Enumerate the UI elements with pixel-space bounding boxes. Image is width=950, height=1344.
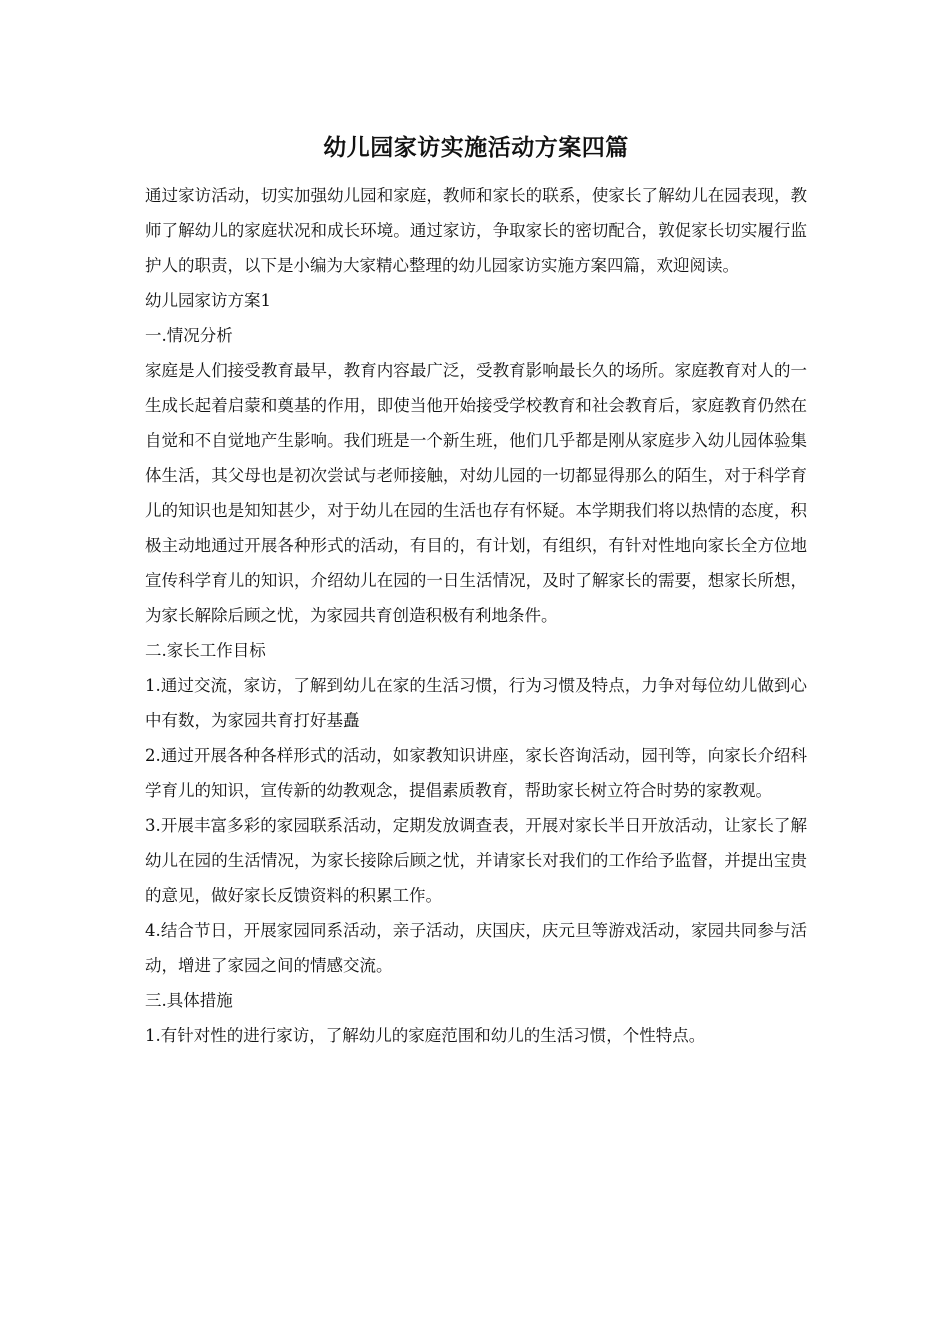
goal-item-3: 3.开展丰富多彩的家园联系活动，定期发放调查表，开展对家长半日开放活动，让家长了解幼儿在园的生活情况，为家长接除后顾之忧，并请家长对我们的工作给予监督，并提出宝贵的意见，做好家长反馈资料的积累工作。 [145,816,807,905]
goal-item-2: 2.通过开展各种各样形式的活动，如家教知识讲座，家长咨询活动，园刊等，向家长介绍科学育儿的知识，宣传新的幼教观念，提倡素质教育，帮助家长树立符合时势的家教观。 [145,746,807,800]
intro-paragraph: 通过家访活动，切实加强幼儿园和家庭，教师和家长的联系，使家长了解幼儿在园表现，教师了解幼儿的家庭状况和成长环境。通过家访，争取家长的密切配合，敦促家长切实履行监护人的职责，以下是小编为大家精心整理的幼儿园家访实施方案四篇，欢迎阅读。 [145,186,807,275]
document-title: 幼儿园家访实施活动方案四篇 [323,134,629,161]
goal-item-4: 4.结合节日，开展家园同系活动，亲子活动，庆国庆，庆元旦等游戏活动，家园共同参与活动，增进了家园之间的情感交流。 [145,921,807,975]
document-page [145,128,807,1053]
section-heading-situation-analysis: 一.情况分析 [145,326,233,345]
situation-analysis-paragraph: 家庭是人们接受教育最早，教育内容最广泛，受教育影响最长久的场所。家庭教育对人的一生成长起着启蒙和奠基的作用，即使当他开始接受学校教育和社会教育后，家庭教育仍然在自觉和不自觉地产生影响。我们班是一个新生班，他们几乎都是刚从家庭步入幼儿园体验集体生活，其父母也是初次尝试与老师接触，对幼儿园的一切都显得那么的陌生，对于科学育儿的知识也是知知甚少，对于幼儿在园的生活也存有怀疑。本学期我们将以热情的态度，积极主动地通过开展各种形式的活动，有目的，有计划，有组织，有针对性地向家长全方位地宣传科学育儿的知识，介绍幼儿在园的一日生活情况，及时了解家长的需要，想家长所想，为家长解除后顾之忧，为家园共育创造积极有利地条件。 [145,361,807,625]
section-heading-plan-1: 幼儿园家访方案1 [145,291,271,310]
goal-item-1: 1.通过交流，家访，了解到幼儿在家的生活习惯，行为习惯及特点，力争对每位幼儿做到心中有数，为家园共育打好基矗 [145,676,807,730]
section-heading-specific-measures: 三.具体措施 [145,991,233,1010]
measure-item-1: 1.有针对性的进行家访，了解幼儿的家庭范围和幼儿的生活习惯，个性特点。 [145,1026,706,1045]
section-heading-parent-work-goals: 二.家长工作目标 [145,641,266,660]
